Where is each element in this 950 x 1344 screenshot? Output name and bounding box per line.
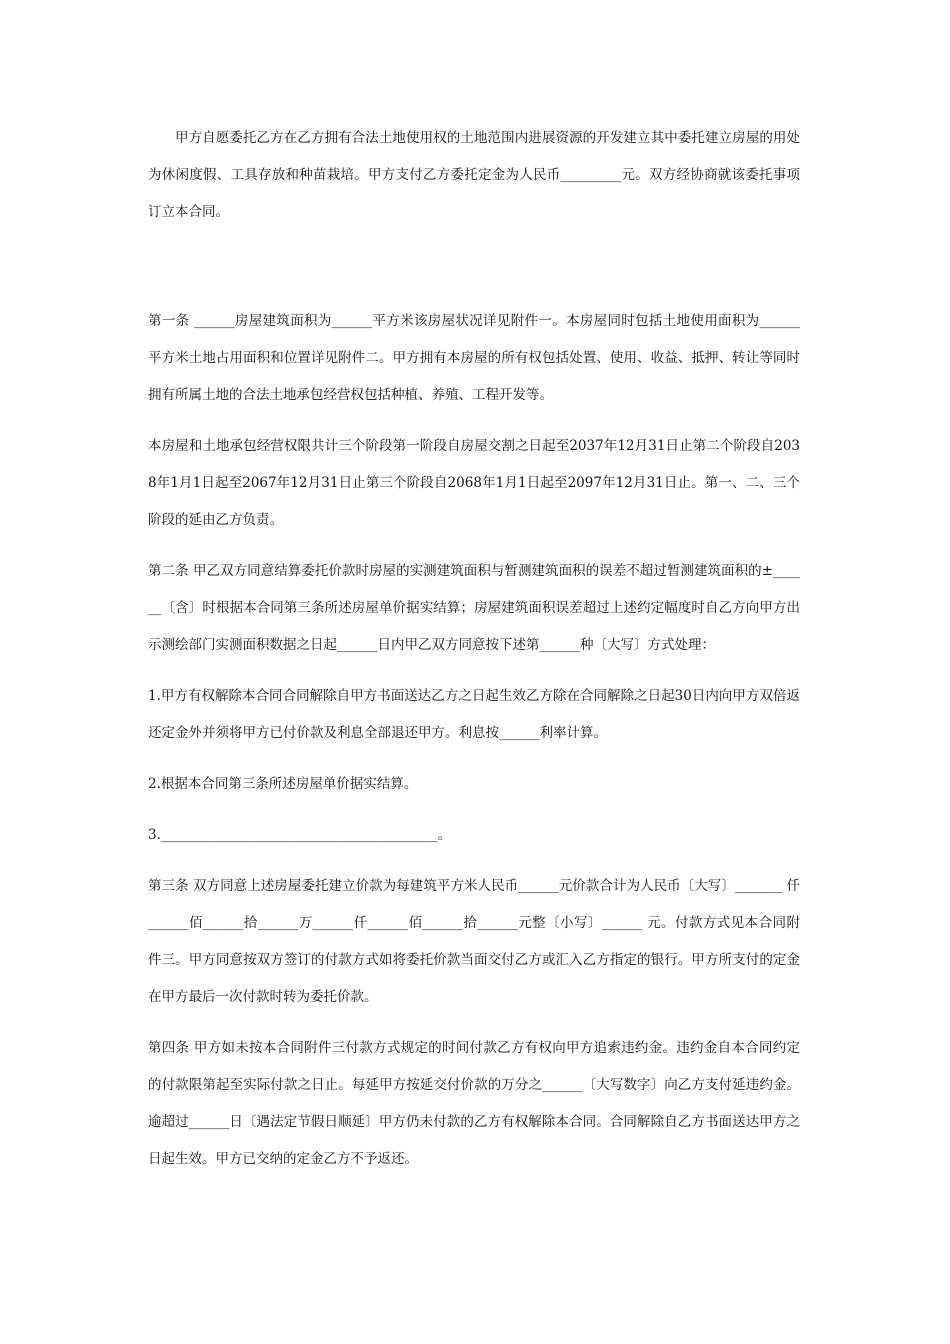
document-body <box>148 120 800 1178</box>
article-3-paragraph: 第三条 双方同意上述房屋委托建立价款为每建筑平方米人民币______元价款合计为人民币〔大写〕_______ 仟______佰______拾______万______仟______佰______拾______元整〔小写〕______ 元。付款方式见本合同附件三。甲方同意按双方签订的付款方式如将委托价款当面交付乙方或汇入乙方指定的银行。甲方所支付的定金在甲方最后一次付款时转为委托价款。 <box>148 878 800 1005</box>
paragraph-spacer <box>148 664 800 678</box>
article-2-paragraph: 第二条 甲乙双方同意结算委托价款时房屋的实测建筑面积与暂测建筑面积的误差不超过暂测建筑面积的±______〔含〕时根据本合同第三条所述房屋单价据实结算；房屋建筑面积误差超过上述约定幅度时自乙方向甲方出示测绘部门实测面积数据之日起______日内甲乙双方同意按下述第______种〔大写〕方式处理： <box>148 563 800 653</box>
paragraph-spacer <box>148 539 800 553</box>
paragraph-spacer <box>148 752 800 766</box>
option-1-paragraph: 1.甲方有权解除本合同合同解除自甲方书面送达乙方之日起生效乙方除在合同解除之日起30日内向甲方双倍返还定金外并须将甲方已付价款及利息全部退还甲方。利息按______利率计算。 <box>148 688 800 741</box>
section-spacer <box>148 231 800 303</box>
paragraph-spacer <box>148 414 800 428</box>
article-1-paragraph: 第一条 ______房屋建筑面积为______平方米该房屋状况详见附件一。本房屋同时包括土地使用面积为______平方米土地占用面积和位置详见附件二。甲方拥有本房屋的所有权包括处置、使用、收益、抵押、转让等同时拥有所属土地的合法土地承包经营权包括种植、养殖、工程开发等。 <box>148 313 800 403</box>
option-2-paragraph: 2.根据本合同第三条所述房屋单价据实结算。 <box>148 776 418 792</box>
paragraph-spacer <box>148 803 800 817</box>
paragraph-spacer <box>148 854 800 868</box>
intro-paragraph: 甲方自愿委托乙方在乙方拥有合法土地使用权的土地范围内进展资源的开发建立其中委托建立房屋的用处为休闲度假、工具存放和种苗栽培。甲方支付乙方委托定金为人民币_________元。双方经协商就该委托事项订立本合同。 <box>148 130 800 220</box>
option-3-paragraph: 3._________________________________________。 <box>148 827 452 843</box>
paragraph-spacer <box>148 1016 800 1030</box>
article-4-paragraph: 第四条 甲方如未按本合同附件三付款方式规定的时间付款乙方有权向甲方追索违约金。违约金自本合同约定的付款限第起至实际付款之日止。每延甲方按延交付价款的万分之______〔大写数字〕向乙方支付延违约金。逾超过______日〔遇法定节假日顺延〕甲方仍未付款的乙方有权解除本合同。合同解除自乙方书面送达甲方之日起生效。甲方已交纳的定金乙方不予返还。 <box>148 1040 800 1167</box>
article-1-term-paragraph: 本房屋和土地承包经营权限共计三个阶段第一阶段自房屋交割之日起至2037年12月31日止第二个阶段自2038年1月1日起至2067年12月31日止第三个阶段自2068年1月1日起至2097年12月31日止。第一、二、三个阶段的延由乙方负责。 <box>148 438 800 528</box>
